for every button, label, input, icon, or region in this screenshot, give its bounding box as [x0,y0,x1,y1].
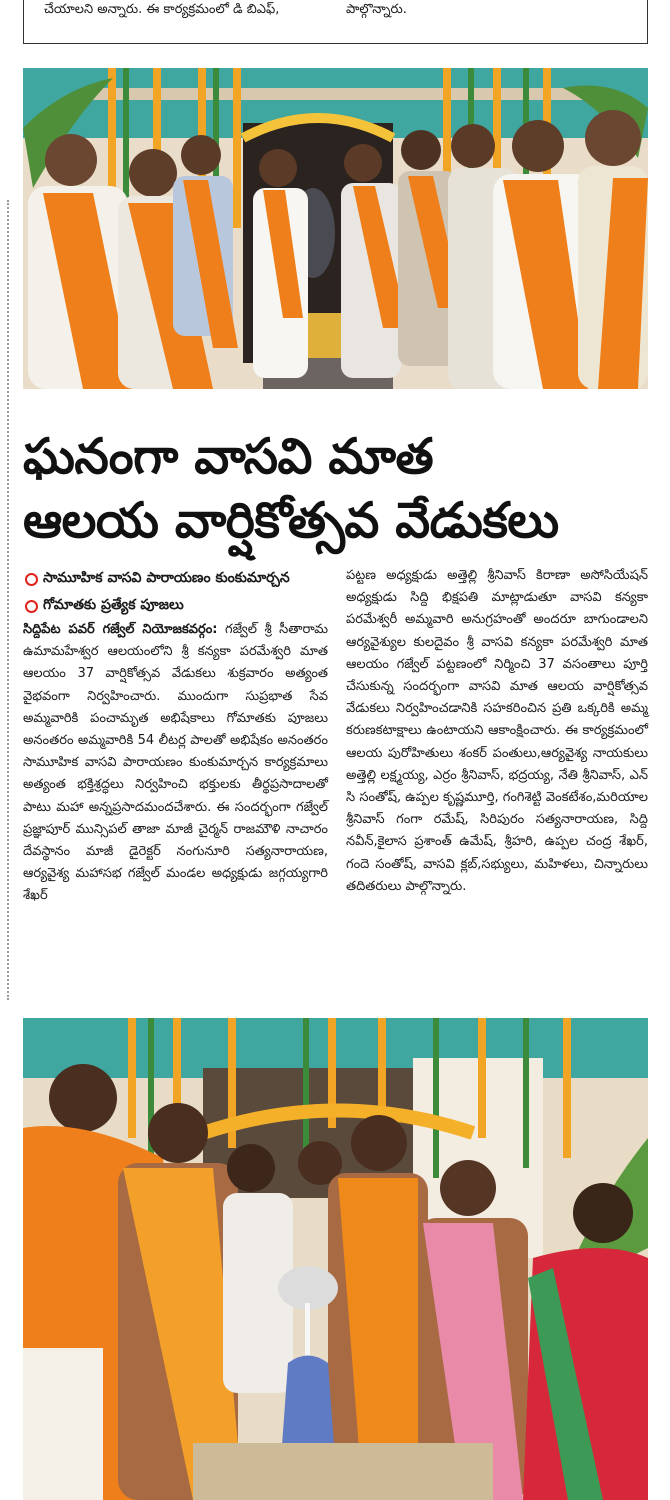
article-body-col2: పట్టణ అధ్యక్షుడు అత్తెల్లి శ్రీనివాస్ కిరాణా అసోసియేషన్ అధ్యక్షుడు సిద్ది భిక్షపతి మాట్లాడుతూ వాసవి కన్యకా పరమేశ్వరీ అమ్మవారి అనుగ్రహంతో అందరూ బాగుండాలని ఆర్యవైశ్యుల కులదైవం శ్రీ వాసవి కన్యకా పరమేశ్వరి మాత ఆలయం గజ్వేల్ పట్టణంలో నిర్మించి 37 వసంతాలు పూర్తి చేసుకున్న సందర్భంగా వాసవి మాత ఆలయ వార్షికోత్సవ వేడుకలు నిర్వహించడానికి సహకరించిన ప్రతి ఒక్కరికి అమ్మ కరుణకటాక్షాలు ఉంటాయని ఆకాంక్షించారు. ఈ కార్యక్రమంలో ఆలయ పురోహితులు శంకర్ పంతులు,ఆర్యవైశ్య నాయకులు అత్తెల్లి లక్ష్మయ్య, ఎర్రం శ్రీనివాస్, భద్రయ్య, నేతి శ్రీనివాస్, ఎన్ సి సంతోష్, ఉప్పల కృష్ణమూర్తి, గంగిశెట్టి వెంకటేశం,మరియాల శ్రీనివాస్ గంగా రమేష్, సిరిపురం సత్యనారాయణ, సిద్ది నవీన్,కైలాస ప్రశాంత్ ఉమేష్, శ్రీహరి, ఉప్పల చంద్ర శేఖర్, గందె సంతోష్, వాసవి క్లబ్,సభ్యులు, మహిళలు, చిన్నారులు తదితరులు పాల్గొన్నారు. [346,568,648,894]
ritual-photo-abhishekam [23,1018,648,1500]
article-text-col1: గజ్వేల్ శ్రీ సీతారామ ఉమామహేశ్వర ఆలయంలోని శ్రీ కన్యకా పరమేశ్వరి మాత ఆలయం 37 వార్షికోత్సవ వేడుకలు శుక్రవారం అత్యంత వైభవంగా నిర్వహించారు. ముందుగా సుప్రభాత సేవ అమ్మవారికి పంచామృత అభిషేకాలు గోమాతకు పూజలు అనంతరం అమ్మవారికి 54 లీటర్ల పాలతో అభిషేకం అనంతరం సామూహిక వాసవి పారాయణం కుంకుమార్చన కార్యక్రమాలు అత్యంత భక్తిశ్రద్ధలు నిర్వహించి భక్తులకు తీర్థప్రసాదాలతో పాటు మహా అన్నప్రసాదమందచేశారు. ఈ సందర్భంగా గజ్వేల్ ప్రజ్ఞాపూర్ మున్సిపల్ తాజా మాజీ చైర్మన్ రాజమౌళి నాచారం దేవస్థానం మాజీ డైరెక్టర్ నంగునూరి సత్యనారాయణ, ఆర్యవైశ్య మహాసభ గజ్వేల్ మండల అధ్యక్షుడు జగ్గయ్యగారి శేఖర్ [23,622,328,904]
article-body-col1 [23,619,328,908]
headline-line-2: ఆలయ వార్షికోత్సవ వేడుకలు [23,492,559,549]
article-column-1 [23,565,328,908]
bullet-ring-icon [25,600,38,613]
dateline: సిద్దిపేట పవర్ గజ్వేల్ నియోజకవర్గం: [23,622,218,637]
margin-dotted-rule [7,200,9,1000]
article-column-2 [346,565,648,898]
bullet-ring-icon [25,573,38,586]
highlight-text: గోమాతకు ప్రత్యేక పూజలు [43,597,184,613]
ritual-photo-illustration [23,1018,648,1500]
previous-article-box [23,0,648,44]
previous-article-text-right: పాల్గొన్నారు. [346,2,407,17]
highlight-item [23,592,328,619]
headline-line-1: ఘనంగా వాసవి మాత [23,428,434,485]
group-photo-illustration [23,68,648,389]
highlight-item [23,565,328,592]
group-photo-temple [23,68,648,389]
highlight-text: సామూహిక వాసవి పారాయణం కుంకుమార్చన [43,570,290,586]
previous-article-text-left: చేయాలని అన్నారు. ఈ కార్యక్రమంలో డి బిఎఫ్, [44,2,280,17]
